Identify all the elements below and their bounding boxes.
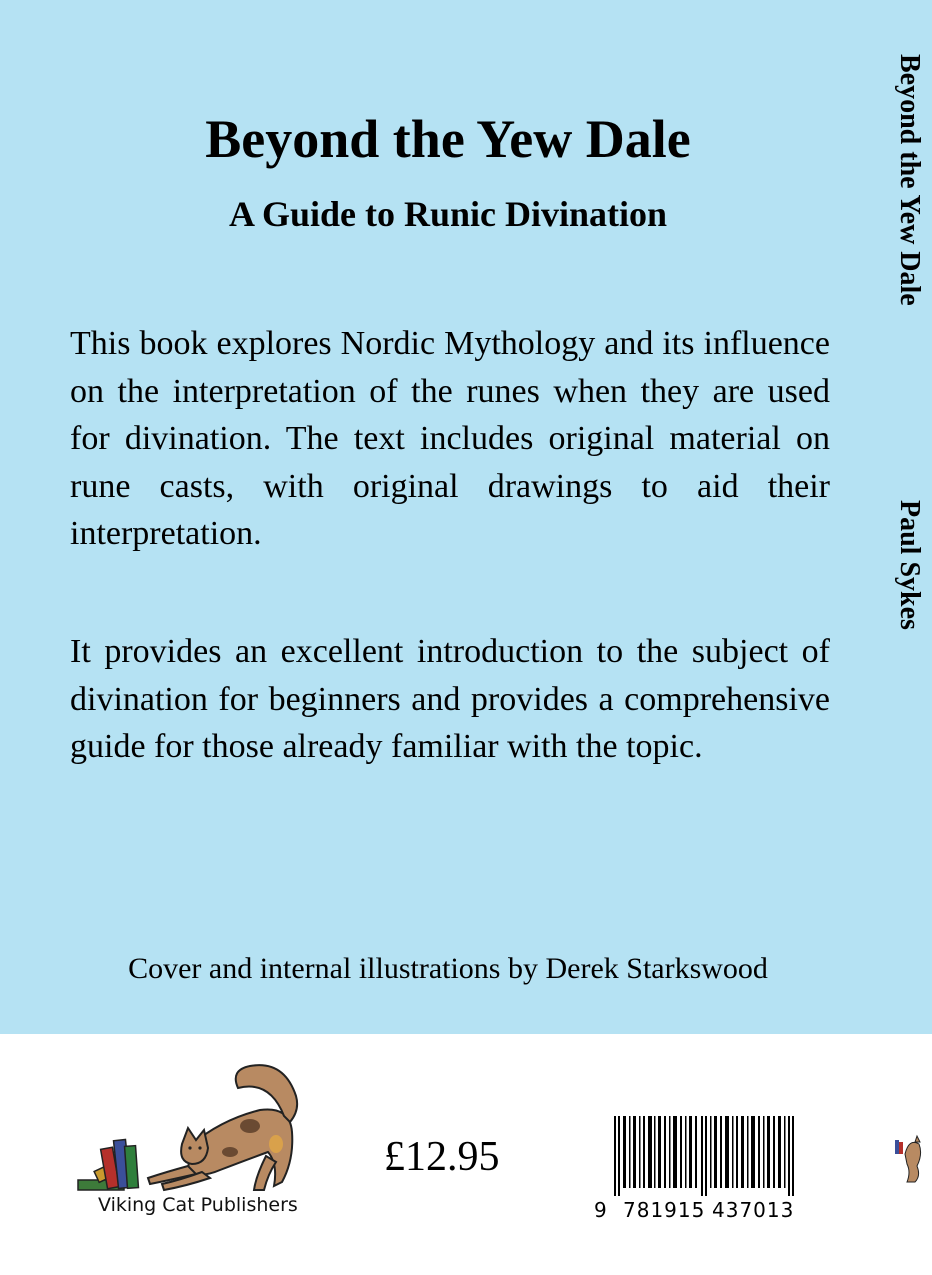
blurb-paragraph-2: It provides an excellent introduction to the subject of divination for beginners and provides a comprehensive guide for those already familiar with the topic. — [70, 633, 830, 765]
barcode-digit-prefix: 9 — [594, 1198, 607, 1222]
barcode-bars — [592, 1116, 814, 1196]
spine-title: Beyond the Yew Dale — [894, 54, 925, 306]
isbn-barcode — [592, 1116, 814, 1222]
illustrator-credit: Cover and internal illustrations by Derek Starkswood — [128, 952, 768, 985]
book-subtitle: A Guide to Runic Divination — [228, 194, 668, 234]
spine-author: Paul Sykes — [894, 500, 925, 630]
book-title: Beyond the Yew Dale — [205, 109, 691, 169]
barcode-digits-right: 437013 — [712, 1198, 795, 1222]
cat-with-books-icon — [70, 1060, 310, 1200]
publisher-name: Viking Cat Publishers — [98, 1194, 298, 1216]
price-label: £12.95 — [384, 1134, 500, 1180]
blurb-paragraph-1: This book explores Nordic Mythology and its influence on the interpretation of the runes when they are used for divination. The text includes original material on rune casts, with original drawings to aid their interpretation. — [70, 325, 830, 552]
barcode-digits-left: 781915 — [623, 1198, 706, 1222]
publisher-logo — [70, 1060, 310, 1220]
spine-cat-icon — [893, 1132, 925, 1184]
